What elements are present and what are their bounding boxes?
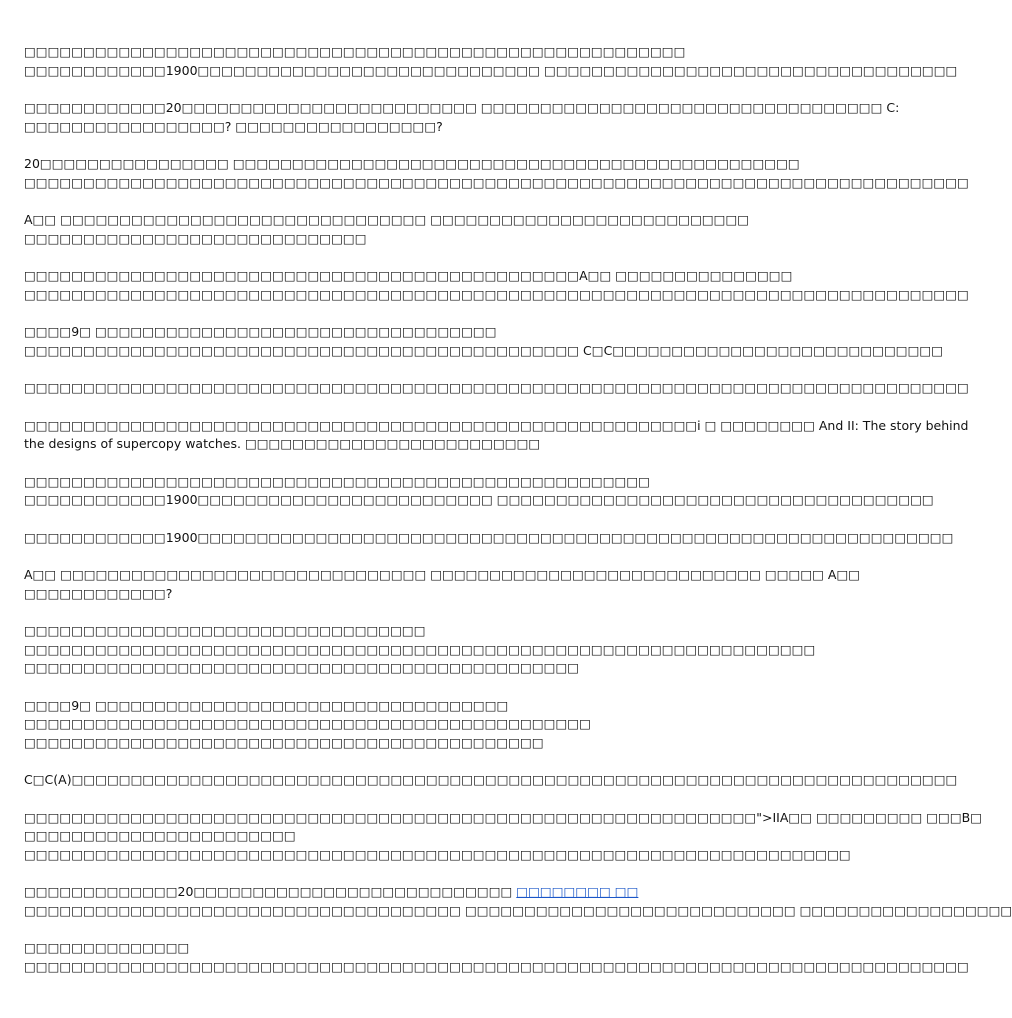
paragraph-5-line-2: □□□□□□□□□□□□□□□□□□□□□□□□□□□□□□□□□□□□□□□□□□□□□□□□□□□□□□□□□□□□□□□□□□□□□□□□□□□□□□□□ <box>24 286 969 302</box>
paragraph-15-line-2: □□□□□□□□□□□□□□□□□□□□□□□ <box>24 828 296 843</box>
inline-link[interactable]: □□□□□□□□ □□ <box>516 884 639 899</box>
paragraph-10-line-1: □□□□□□□□□□□□1900□□□□□□□□□□□□□□□□□□□□□□□□□□□□□□□□□□□□□□□□□□□□□□□□□□□□□□□□□□□□□□□□ <box>24 529 954 545</box>
paragraph-4-line-1: A□□ □□□□□□□□□□□□□□□□□□□□□□□□□□□□□□□ □□□□□□□□□□□□□□□□□□□□□□□□□□□ <box>24 212 750 227</box>
paragraph-5 <box>24 267 969 304</box>
paragraph-7 <box>24 379 969 398</box>
paragraph-11-line-2: □□□□□□□□□□□□? <box>24 585 173 601</box>
paragraph-2-line-1: □□□□□□□□□□□□20□□□□□□□□□□□□□□□□□□□□□□□□□ □□□□□□□□□□□□□□□□□□□□□□□□□□□□□□□□□□ C: <box>24 100 900 115</box>
paragraph-6-line-1: □□□□9□ □□□□□□□□□□□□□□□□□□□□□□□□□□□□□□□□□□ <box>24 324 497 339</box>
paragraph-14 <box>24 771 958 790</box>
paragraph-13 <box>24 697 696 753</box>
paragraph-1 <box>24 43 958 80</box>
paragraph-10 <box>24 529 954 548</box>
paragraph-16-line-2: □□□□□□□□□□□□□□□□□□□□□□□□□□□□□□□□□□□□□ □□□□□□□□□□□□□□□□□□□□□□□□□□□□ □□□□□□□□□□□□□□□□□□ <box>24 902 1012 918</box>
paragraph-2 <box>24 99 900 136</box>
paragraph-17-line-1: □□□□□□□□□□□□□□ <box>24 940 190 955</box>
paragraph-9-line-1: □□□□□□□□□□□□□□□□□□□□□□□□□□□□□□□□□□□□□□□□□□□□□□□□□□□□□ <box>24 473 650 489</box>
paragraph-12-line-1: □□□□□□□□□□□□□□□□□□□□□□□□□□□□□□□□□□ <box>24 623 426 638</box>
paragraph-13-line-3: □□□□□□□□□□□□□□□□□□□□□□□□□□□□□□□□□□□□□□□□□□□□ <box>24 734 544 750</box>
paragraph-15-line-1: □□□□□□□□□□□□□□□□□□□□□□□□□□□□□□□□□□□□□□□□□□□□□□□□□□□□□□□□□□□□□□">IIA□□ □□□□□□□□□ □□□B□ <box>24 809 983 825</box>
paragraph-9 <box>24 473 934 510</box>
paragraph-3-line-2: □□□□□□□□□□□□□□□□□□□□□□□□□□□□□□□□□□□□□□□□□□□□□□□□□□□□□□□□□□□□□□□□□□□□□□□□□□□□□□□□ <box>24 174 969 190</box>
paragraph-1-line-1: □□□□□□□□□□□□□□□□□□□□□□□□□□□□□□□□□□□□□□□□□□□□□□□□□□□□□□□□ <box>24 44 686 59</box>
paragraph-11-line-1: A□□ □□□□□□□□□□□□□□□□□□□□□□□□□□□□□□□ □□□□□□□□□□□□□□□□□□□□□□□□□□□□ □□□□□ A□□ <box>24 567 861 582</box>
paragraph-5-line-1: □□□□□□□□□□□□□□□□□□□□□□□□□□□□□□□□□□□□□□□□□□□□□□□A□□ □□□□□□□□□□□□□□□ <box>24 268 793 283</box>
paragraph-12 <box>24 622 816 678</box>
paragraph-9-line-2: □□□□□□□□□□□□1900□□□□□□□□□□□□□□□□□□□□□□□□□ □□□□□□□□□□□□□□□□□□□□□□□□□□□□□□□□□□□□□ <box>24 492 934 507</box>
paragraph-12-line-2: □□□□□□□□□□□□□□□□□□□□□□□□□□□□□□□□□□□□□□□□□□□□□□□□□□□□□□□□□□□□□□□□□□□ <box>24 641 816 657</box>
paragraph-13-line-1: □□□□9□ □□□□□□□□□□□□□□□□□□□□□□□□□□□□□□□□□□□ <box>24 697 509 713</box>
paragraph-2-line-2: □□□□□□□□□□□□□□□□□? □□□□□□□□□□□□□□□□□? <box>24 118 443 134</box>
paragraph-1-line-2: □□□□□□□□□□□□1900□□□□□□□□□□□□□□□□□□□□□□□□□□□□□ □□□□□□□□□□□□□□□□□□□□□□□□□□□□□□□□□□□ <box>24 62 958 78</box>
paragraph-16-line-1 <box>24 883 696 902</box>
paragraph-8 <box>24 417 969 454</box>
paragraph-12-line-3: □□□□□□□□□□□□□□□□□□□□□□□□□□□□□□□□□□□□□□□□□□□□□□□ <box>24 660 580 675</box>
paragraph-17 <box>24 939 969 976</box>
paragraph-11 <box>24 566 861 603</box>
paragraph-3 <box>24 155 969 192</box>
paragraph-8-line-1: □□□□□□□□□□□□□□□□□□□□□□□□□□□□□□□□□□□□□□□□□□□□□□□□□□□□□□□□□i □ □□□□□□□□ And II: The story behind <box>24 417 969 433</box>
paragraph-14-line-1: C□C(A)□□□□□□□□□□□□□□□□□□□□□□□□□□□□□□□□□□□□□□□□□□□□□□□□□□□□□□□□□□□□□□□□□□□□□□□□□□□ <box>24 772 958 787</box>
paragraph-17-line-2: □□□□□□□□□□□□□□□□□□□□□□□□□□□□□□□□□□□□□□□□□□□□□□□□□□□□□□□□□□□□□□□□□□□□□□□□□□□□□□□□ <box>24 958 969 974</box>
paragraph-8-line-2: the designs of supercopy watches. □□□□□□□□□□□□□□□□□□□□□□□□□ <box>24 436 541 451</box>
paragraph-15 <box>24 809 983 865</box>
paragraph-6-line-2: □□□□□□□□□□□□□□□□□□□□□□□□□□□□□□□□□□□□□□□□□□□□□□□ C□C□□□□□□□□□□□□□□□□□□□□□□□□□□□□ <box>24 342 944 358</box>
paragraph-13-line-2: □□□□□□□□□□□□□□□□□□□□□□□□□□□□□□□□□□□□□□□□□□□□□□□□ <box>24 716 591 731</box>
article-body <box>24 0 1012 976</box>
paragraph-4 <box>24 211 750 248</box>
paragraph-7-line-1: □□□□□□□□□□□□□□□□□□□□□□□□□□□□□□□□□□□□□□□□□□□□□□□□□□□□□□□□□□□□□□□□□□□□□□□□□□□□□□□□ <box>24 380 969 395</box>
paragraph-3-line-1: 20□□□□□□□□□□□□□□□□ □□□□□□□□□□□□□□□□□□□□□□□□□□□□□□□□□□□□□□□□□□□□□□□□ <box>24 156 800 171</box>
paragraph-16 <box>24 883 1012 920</box>
paragraph-16-text-before-link: □□□□□□□□□□□□□20□□□□□□□□□□□□□□□□□□□□□□□□□□□ <box>24 884 517 899</box>
paragraph-15-line-3: □□□□□□□□□□□□□□□□□□□□□□□□□□□□□□□□□□□□□□□□□□□□□□□□□□□□□□□□□□□□□□□□□□□□□□ <box>24 846 851 862</box>
paragraph-6 <box>24 323 944 360</box>
paragraph-4-line-2: □□□□□□□□□□□□□□□□□□□□□□□□□□□□□ <box>24 230 367 246</box>
